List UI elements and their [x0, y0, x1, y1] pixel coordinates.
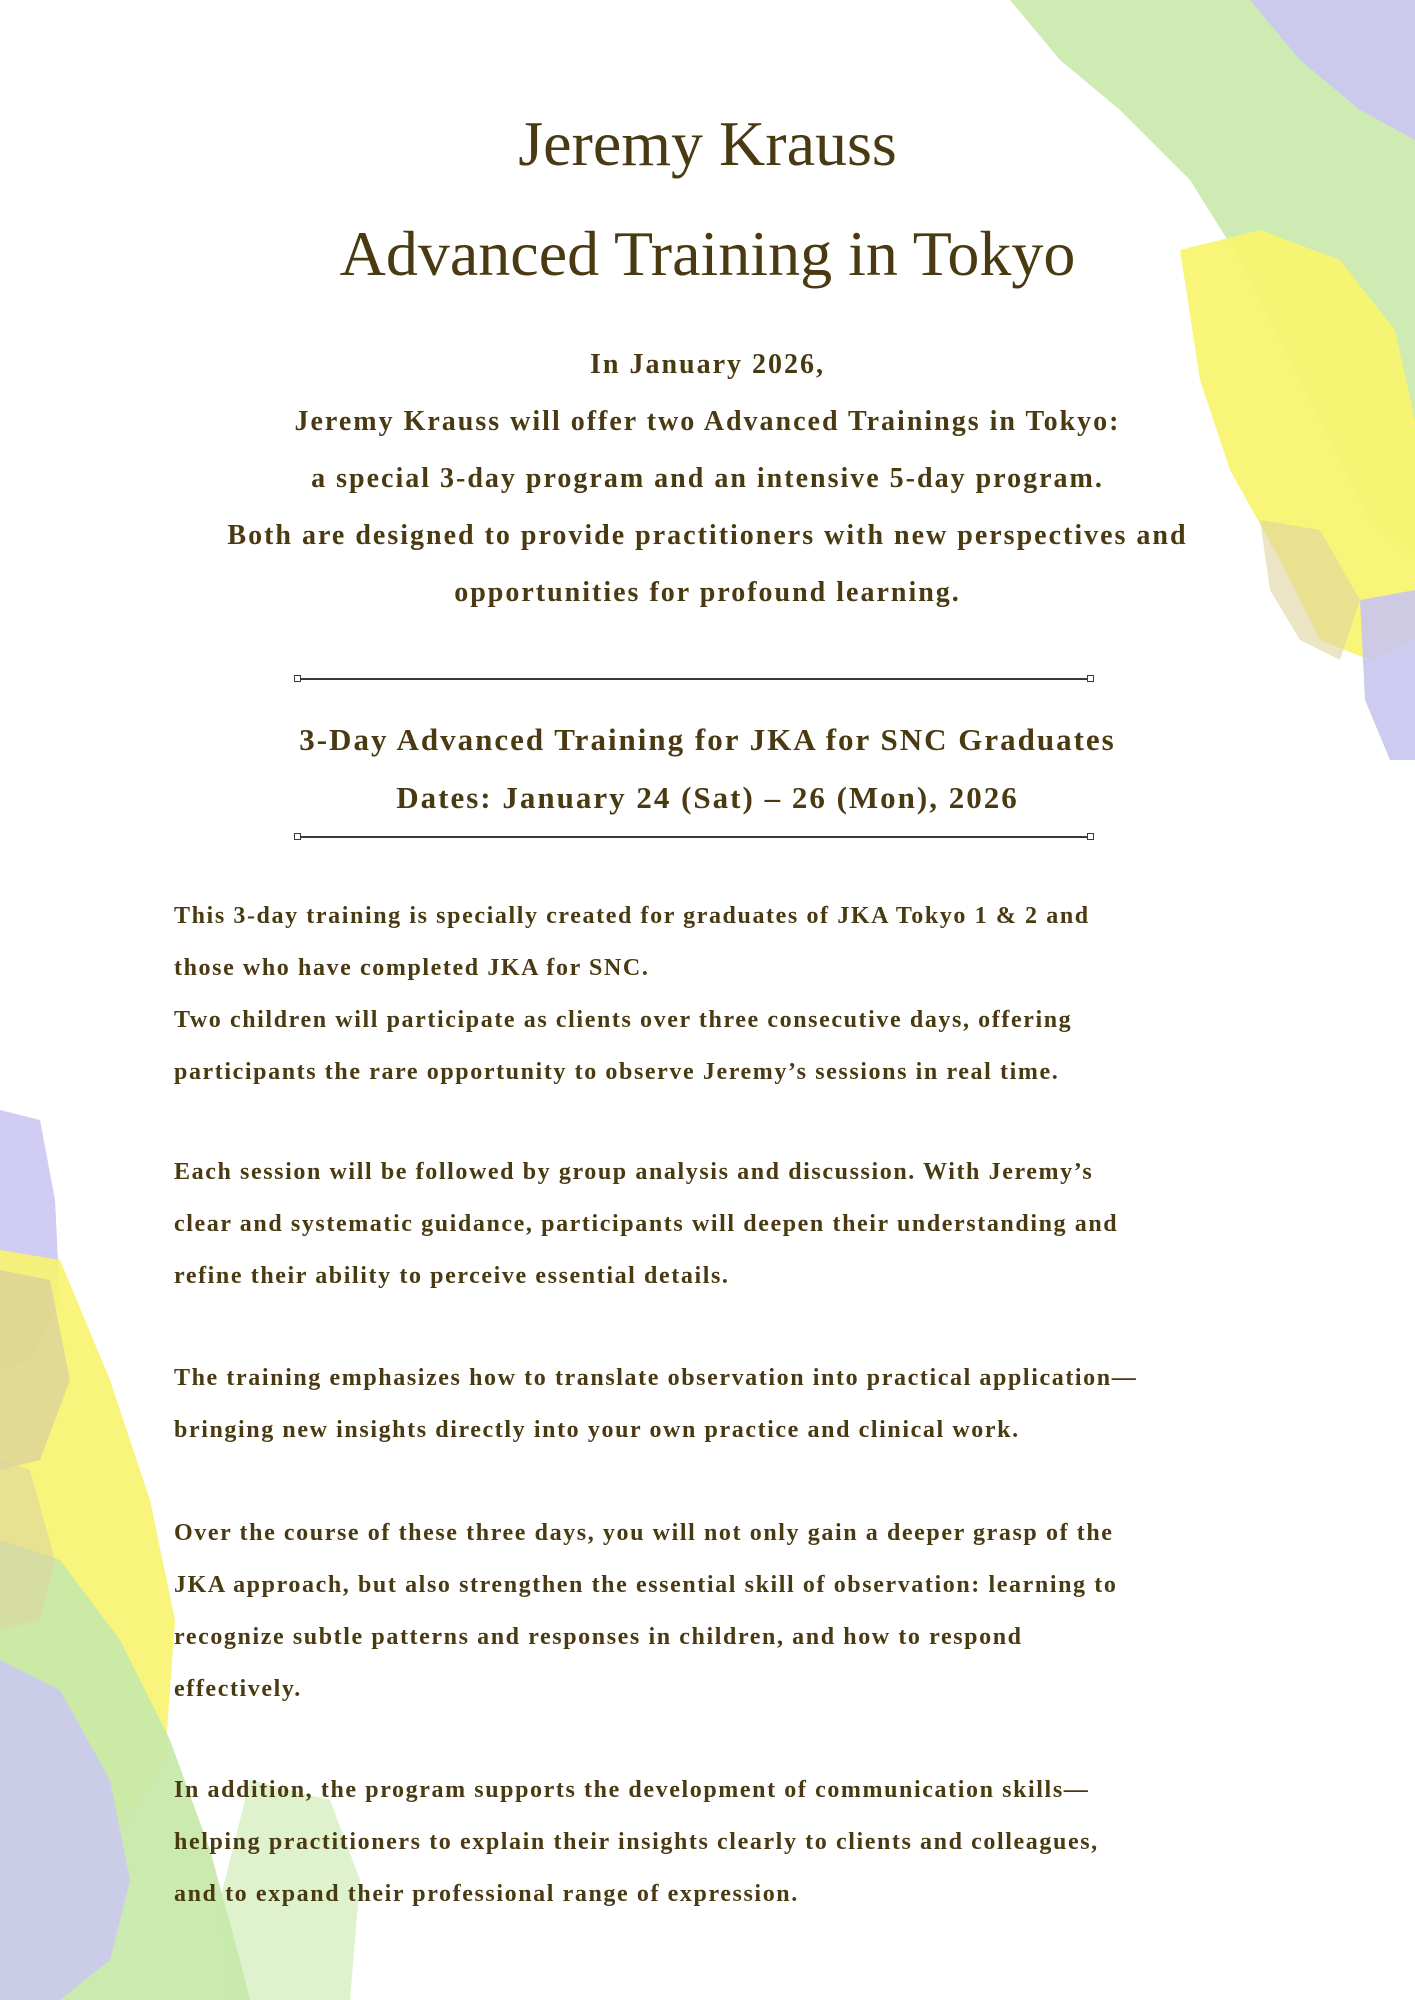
- paragraph-line: Two children will participate as clients over three consecutive days, offering: [174, 1007, 1073, 1033]
- paragraph-line: This 3-day training is specially created for graduates of JKA Tokyo 1 & 2 and: [174, 903, 1090, 929]
- paragraph-line: participants the rare opportunity to observe Jeremy’s sessions in real time.: [174, 1059, 1060, 1085]
- paragraph-4: [174, 1507, 1314, 1715]
- intro-line: Jeremy Krauss will offer two Advanced Trainings in Tokyo:: [294, 406, 1121, 437]
- section-dates: Dates: January 24 (Sat) – 26 (Mon), 2026: [396, 780, 1019, 815]
- paragraph-line: JKA approach, but also strengthen the essential skill of observation: learning to: [174, 1572, 1118, 1598]
- divider-bottom: [298, 836, 1090, 838]
- paragraph-line: recognize subtle patterns and responses in children, and how to respond: [174, 1624, 1023, 1650]
- title-name: Jeremy Krauss: [518, 108, 897, 179]
- paragraph-2: [174, 1146, 1314, 1302]
- paragraph-line: bringing new insights directly into your own practice and clinical work.: [174, 1417, 1020, 1443]
- paragraph-line: those who have completed JKA for SNC.: [174, 955, 650, 981]
- intro-line: Both are designed to provide practitioners with new perspectives and: [227, 520, 1188, 551]
- paragraph-line: helping practitioners to explain their insights clearly to clients and colleagues,: [174, 1829, 1099, 1855]
- intro-line: a special 3-day program and an intensive 5-day program.: [311, 463, 1104, 494]
- intro-line: In January 2026,: [589, 349, 826, 380]
- paragraph-line: Over the course of these three days, you will not only gain a deeper grasp of the: [174, 1520, 1114, 1546]
- paragraph-line: effectively.: [174, 1676, 302, 1702]
- paragraph-line: refine their ability to perceive essential details.: [174, 1263, 730, 1289]
- paragraph-line: Each session will be followed by group analysis and discussion. With Jeremy’s: [174, 1159, 1094, 1185]
- paragraph-line: In addition, the program supports the development of communication skills—: [174, 1777, 1090, 1803]
- paragraph-line: and to expand their professional range of expression.: [174, 1881, 799, 1907]
- title-subtitle: Advanced Training in Tokyo: [339, 218, 1076, 289]
- paragraph-line: The training emphasizes how to translate observation into practical application—: [174, 1365, 1138, 1391]
- intro-line: opportunities for profound learning.: [454, 577, 961, 608]
- intro-block: [160, 336, 1255, 621]
- paragraph-1: [174, 890, 1314, 1098]
- divider-top: [298, 678, 1090, 680]
- section-heading: 3-Day Advanced Training for JKA for SNC Graduates: [299, 722, 1116, 757]
- paragraph-5: [174, 1764, 1314, 1920]
- paragraph-line: clear and systematic guidance, participants will deepen their understanding and: [174, 1211, 1119, 1237]
- paragraph-3: [174, 1352, 1314, 1456]
